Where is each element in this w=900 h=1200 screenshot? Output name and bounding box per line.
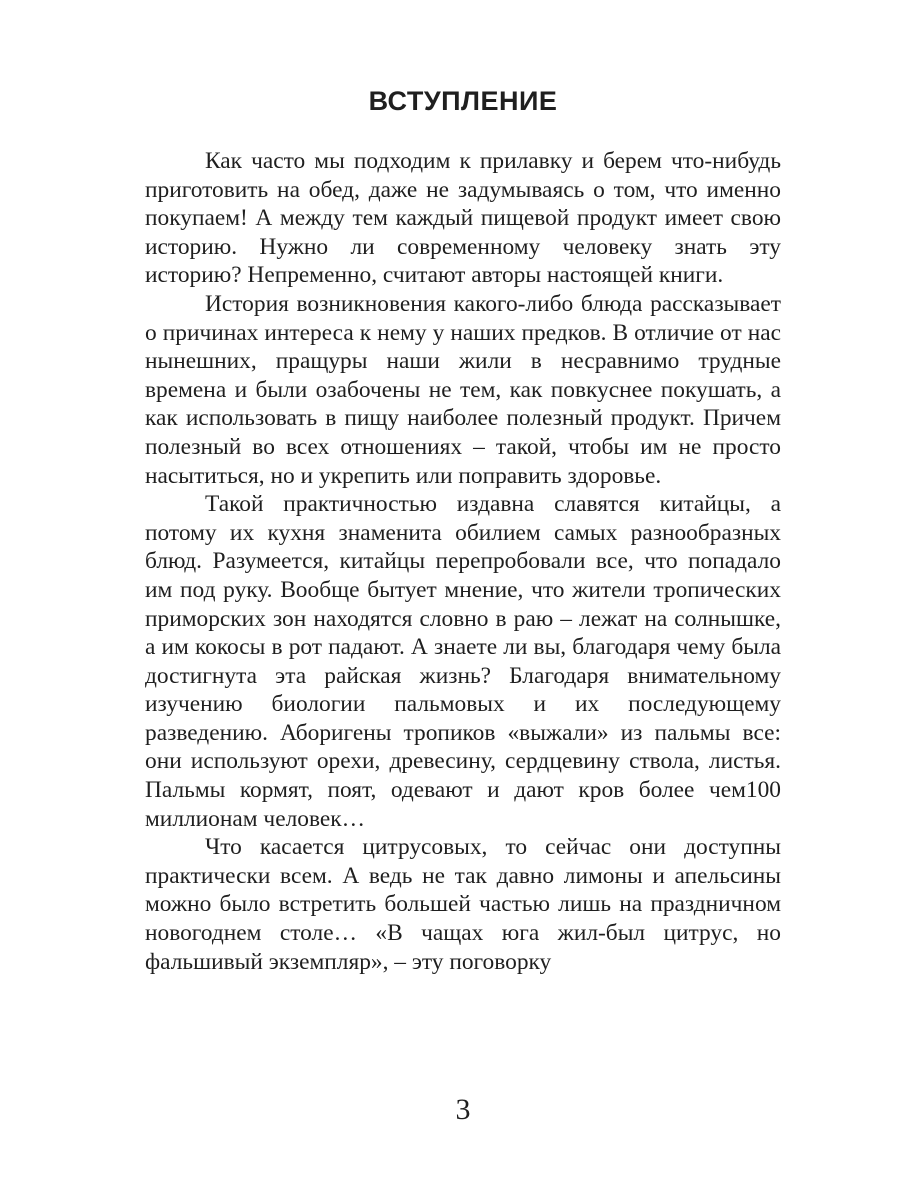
book-page <box>145 0 781 1200</box>
page-number: 3 <box>455 1093 471 1126</box>
chapter-body <box>145 147 781 976</box>
paragraph-2: История возникновения какого-либо блюда рассказывает о причинах интереса к нему у наших предков. В отличие от нас нынешних, пращуры наши жили в несравнимо трудные времена и были озабочены не тем, как повкуснее покушать, а как использовать в пищу наиболее полезный продукт. Причем полезный во всех отношениях – такой, чтобы им не просто насытиться, но и укрепить или поправить здоровье. <box>145 290 781 489</box>
paragraph-1: Как часто мы подходим к прилавку и берем что-нибудь приготовить на обед, даже не задумываясь о том, что именно покупаем! А между тем каждый пищевой продукт имеет свою историю. Нужно ли современному человеку знать эту историю? Непременно, считают авторы настоящей книги. <box>145 148 781 289</box>
paragraph-3: Такой практичностью издавна славятся китайцы, а потому их кухня знаменита обилием самых разнообразных блюд. Разумеется, китайцы перепробовали все, что попадало им под руку. Вообще бытует мнение, что жители тропических приморских зон находятся словно в раю – лежат на солнышке, а им кокосы в рот падают. А знаете ли вы, благодаря чему была достигнута эта райская жизнь? Благодаря внимательному изучению биологии пальмовых и их последующему разведению. Аборигены тропиков «выжали» из пальмы все: они используют орехи, древесину, сердцевину ствола, листья. Пальмы кормят, поят, одевают и дают кров более чем100 миллионам человек… <box>145 491 781 832</box>
paragraph-4: Что касается цитрусовых, то сейчас они доступны практически всем. А ведь не так давно лимоны и апельсины можно было встретить большей частью лишь на праздничном новогоднем столе… «В чащах юга жил-был цитрус, но фальшивый экземпляр», – эту поговорку <box>145 834 781 975</box>
chapter-title: ВСТУПЛЕНИЕ <box>368 86 558 116</box>
